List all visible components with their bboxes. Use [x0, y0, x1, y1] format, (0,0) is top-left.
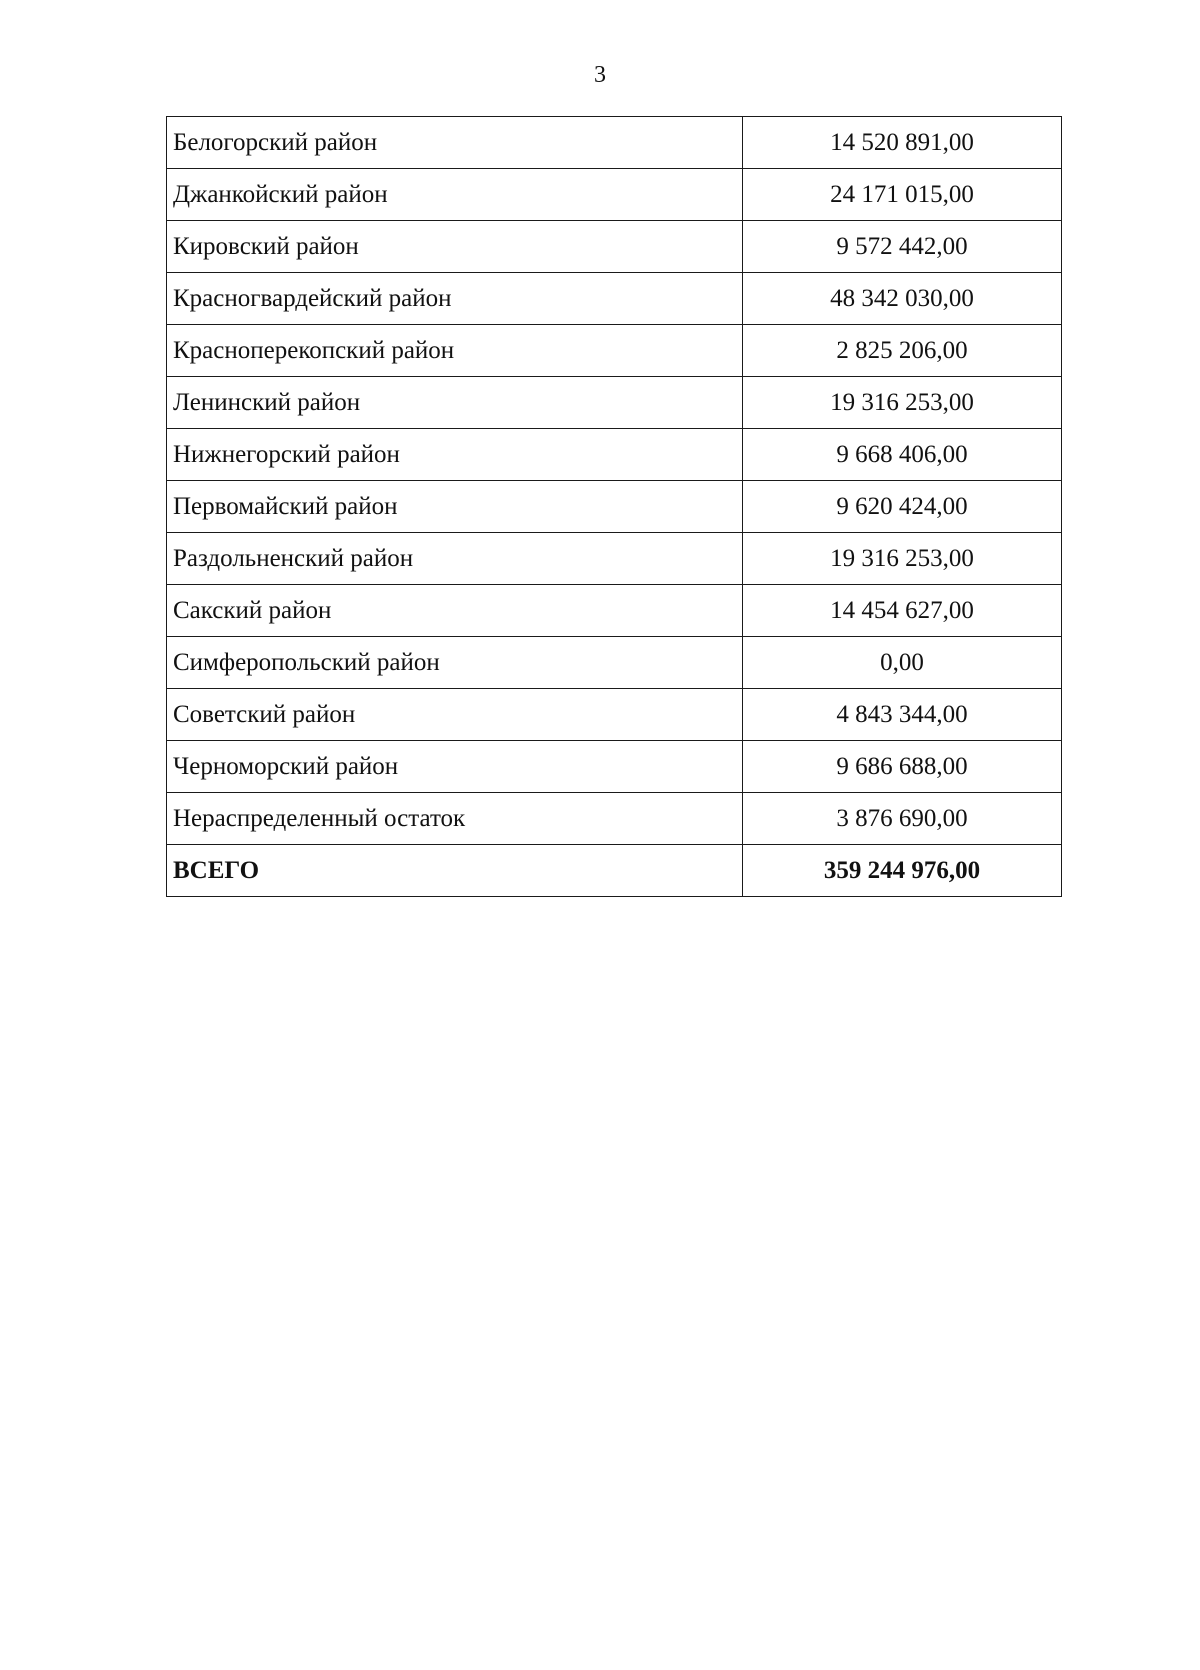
total-value: 359 244 976,00: [743, 845, 1062, 897]
total-row: [167, 845, 1062, 897]
district-name: Красногвардейский район: [167, 273, 743, 325]
amount-value: 9 572 442,00: [743, 221, 1062, 273]
district-name: Сакский район: [167, 585, 743, 637]
amount-value: 9 686 688,00: [743, 741, 1062, 793]
table-row: [167, 481, 1062, 533]
total-label: ВСЕГО: [167, 845, 743, 897]
page-number: 3: [594, 62, 606, 88]
table-row: [167, 637, 1062, 689]
table-row: [167, 377, 1062, 429]
allocation-table-container: [166, 116, 1061, 897]
table-row: [167, 117, 1062, 169]
district-name: Симферопольский район: [167, 637, 743, 689]
district-name: Первомайский район: [167, 481, 743, 533]
table-row: [167, 169, 1062, 221]
table-row: [167, 429, 1062, 481]
district-name: Раздольненский район: [167, 533, 743, 585]
amount-value: 0,00: [743, 637, 1062, 689]
table-row: [167, 221, 1062, 273]
amount-value: 14 454 627,00: [743, 585, 1062, 637]
amount-value: 9 620 424,00: [743, 481, 1062, 533]
district-name: Нижнегорский район: [167, 429, 743, 481]
district-name: Ленинский район: [167, 377, 743, 429]
amount-value: 3 876 690,00: [743, 793, 1062, 845]
district-name: Джанкойский район: [167, 169, 743, 221]
amount-value: 14 520 891,00: [743, 117, 1062, 169]
district-name: Черноморский район: [167, 741, 743, 793]
amount-value: 2 825 206,00: [743, 325, 1062, 377]
district-name: Кировский район: [167, 221, 743, 273]
amount-value: 19 316 253,00: [743, 377, 1062, 429]
amount-value: 9 668 406,00: [743, 429, 1062, 481]
district-name: Нераспределенный остаток: [167, 793, 743, 845]
district-name: Белогорский район: [167, 117, 743, 169]
table-row: [167, 325, 1062, 377]
amount-value: 19 316 253,00: [743, 533, 1062, 585]
district-name: Советский район: [167, 689, 743, 741]
table-row: [167, 533, 1062, 585]
district-name: Красноперекопский район: [167, 325, 743, 377]
table-row: [167, 585, 1062, 637]
table-row: [167, 689, 1062, 741]
amount-value: 24 171 015,00: [743, 169, 1062, 221]
amount-value: 4 843 344,00: [743, 689, 1062, 741]
table-row: [167, 741, 1062, 793]
amount-value: 48 342 030,00: [743, 273, 1062, 325]
table-row: [167, 793, 1062, 845]
allocation-table: [166, 116, 1062, 897]
table-row: [167, 273, 1062, 325]
